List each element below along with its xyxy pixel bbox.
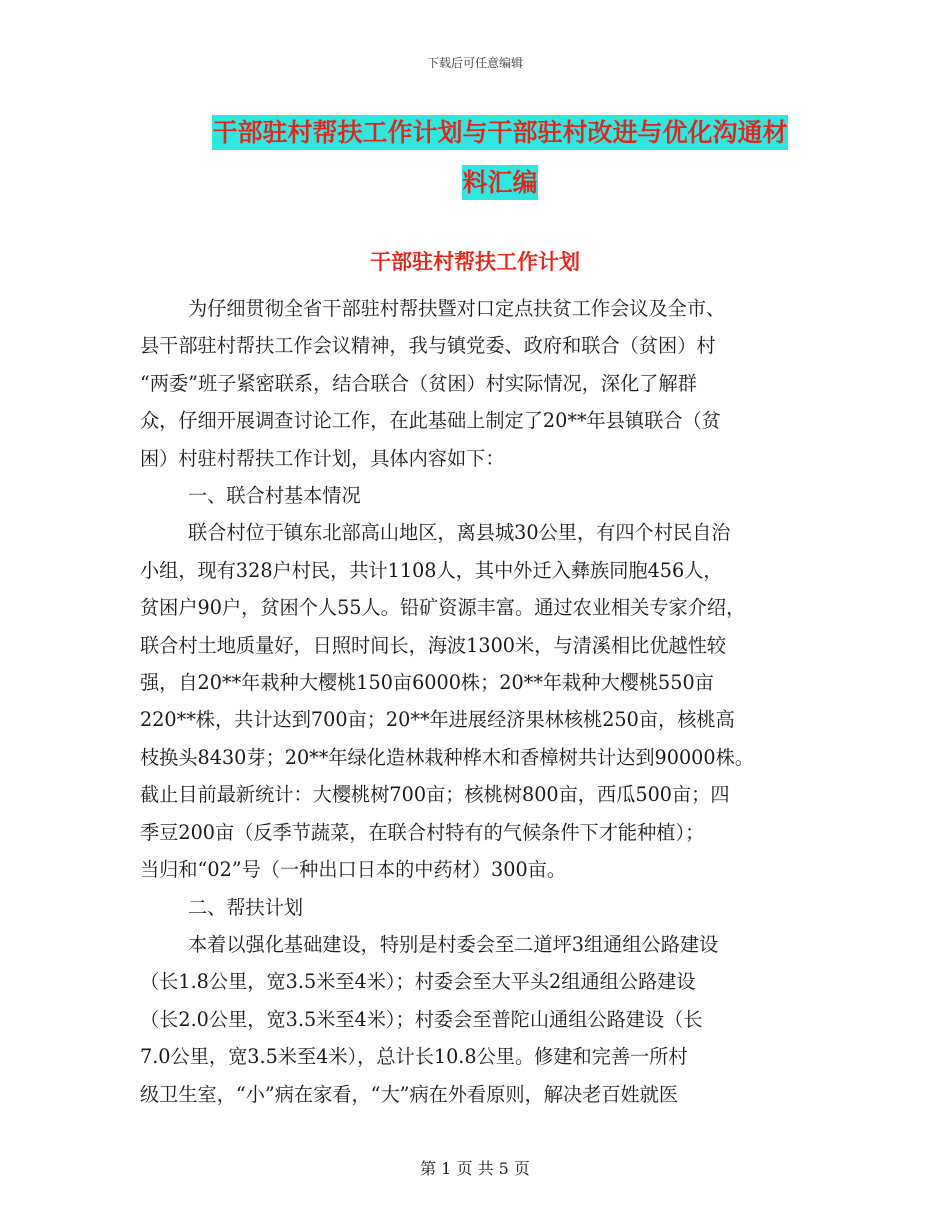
document-title — [180, 108, 820, 208]
paragraph-infrastructure — [140, 926, 830, 1113]
text-line: 截止目前最新统计：大樱桃树700亩；核桃树800亩，西瓜500亩；四 — [140, 783, 730, 807]
document-body — [140, 290, 830, 1113]
text-line: “两委”班子紧密联系，结合联合（贫困）村实际情况，深化了解群 — [140, 371, 697, 395]
section-title: 干部驻村帮扶工作计划 — [370, 250, 580, 274]
text-line: 贫困户90户，贫困个人55人。铅矿资源丰富。通过农业相关专家介绍， — [140, 596, 746, 620]
text-line: 季豆200亩（反季节蔬菜，在联合村特有的气候条件下才能种植）； — [140, 820, 705, 844]
text-line: 当归和“02”号（一种出口日本的中药材）300亩。 — [140, 858, 567, 882]
text-line: 为仔细贯彻全省干部驻村帮扶暨对口定点扶贫工作会议及全市、 — [188, 297, 726, 320]
heading-basic-situation — [140, 477, 830, 514]
heading-assistance-plan — [140, 889, 830, 926]
text-line: （长2.0公里，宽3.5米至4米）；村委会至普陀山通组公路建设（长 — [140, 1007, 703, 1031]
text-line: 小组，现有328户村民，共计1108人，其中外迁入彝族同胞456人， — [140, 558, 723, 582]
paragraph-village-overview — [140, 514, 830, 888]
document-title-line-1: 干部驻村帮扶工作计划与干部驻村改进与优化沟通材 — [212, 115, 787, 150]
text-line: 本着以强化基础建设，特别是村委会至二道坪3组通组公路建设 — [188, 932, 719, 956]
page-header-note: 下载后可任意编辑 — [426, 56, 523, 70]
text-line: 强，自20**年栽种大樱桃150亩6000株；20**年栽种大樱桃550亩 — [140, 671, 714, 695]
page-number: 第 1 页 共 5 页 — [420, 1159, 530, 1178]
text-line: 县干部驻村帮扶工作会议精神，我与镇党委、政府和联合（贫困）村 — [140, 334, 716, 358]
text-line: 枝换头8430芽；20**年绿化造林栽种桦木和香樟树共计达到90000株。 — [140, 745, 754, 769]
paragraph-intro — [140, 290, 830, 477]
text-line: 众，仔细开展调查讨论工作，在此基础上制定了20**年县镇联合（贫 — [140, 409, 721, 433]
text-line: 联合村位于镇东北部高山地区，离县城30公里，有四个村民自治 — [188, 521, 731, 545]
text-line: 7.0公里，宽3.5米至4米），总计长10.8公里。修建和完善一所村 — [140, 1045, 688, 1069]
text-line: 级卫生室，“小”病在家看，“大”病在外看原则，解决老百姓就医 — [140, 1082, 679, 1106]
text-line: 联合村土地质量好，日照时间长，海波1300米，与清溪相比优越性较 — [140, 633, 727, 657]
text-line: 一、联合村基本情况 — [188, 484, 361, 508]
text-line: 二、帮扶计划 — [188, 895, 304, 919]
text-line: 220**株，共计达到700亩；20**年进展经济果林核桃250亩，核桃高 — [140, 708, 735, 732]
text-line: （长1.8公里，宽3.5米至4米）；村委会至大平头2组通组公路建设 — [140, 970, 696, 994]
document-title-line-2: 料汇编 — [462, 165, 537, 200]
text-line: 困）村驻村帮扶工作计划，具体内容如下： — [140, 446, 505, 470]
